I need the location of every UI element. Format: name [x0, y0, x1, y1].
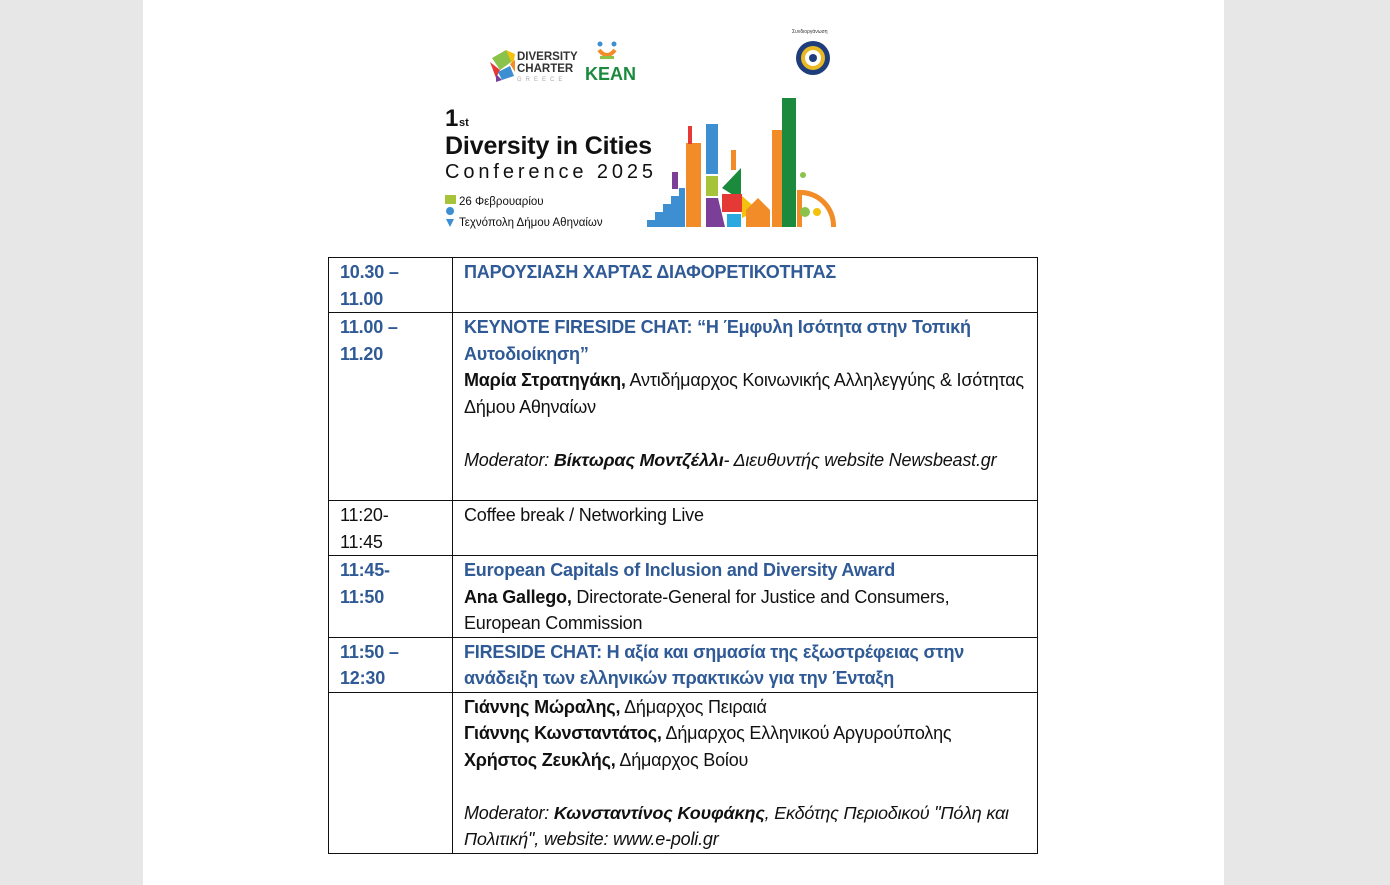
- table-row: [329, 556, 1038, 638]
- logo-text-line3: GREECE: [517, 77, 567, 83]
- table-row: [329, 692, 1038, 853]
- session-cell: [453, 313, 1038, 501]
- session-title: FIRESIDE CHAT: Η αξία και σημασία της εξωστρέφειας στην ανάδειξη των ελληνικών πρακτικών για την Ένταξη: [464, 641, 965, 688]
- cosponsor-seal: [792, 28, 830, 75]
- speaker-name: Μαρία Στρατηγάκη,: [464, 370, 626, 390]
- speaker-name: Ana Gallego,: [464, 586, 572, 607]
- speaker: [464, 694, 1029, 721]
- time-start: 11:45-: [340, 560, 390, 580]
- moderator-label: Moderator:: [464, 802, 554, 823]
- speaker-role: Δήμαρχος Ελληνικού Αργυρούπολης: [661, 723, 952, 743]
- kean-text: KEAN: [585, 64, 637, 84]
- table-row: [329, 501, 1038, 556]
- session-title: KEYNOTE FIRESIDE CHAT: “Η Έμφυλη Ισότητα στην Τοπική Αυτοδιοίκηση”: [464, 317, 971, 364]
- speaker-role: Αντιδήμαρχος Κοινωνικής Αλληλεγγύης & Ισότητας Δήμου Αθηναίων: [464, 370, 1024, 417]
- moderator: [464, 800, 1029, 853]
- edition-suffix: st: [459, 117, 469, 129]
- time-end: 11:50: [340, 586, 385, 607]
- edition-number: 1: [445, 105, 459, 132]
- session-cell: [453, 501, 1038, 556]
- moderator-label: Moderator:: [464, 449, 554, 470]
- time-end: 11:45: [340, 531, 383, 552]
- diversity-charter-logo: [490, 50, 578, 83]
- calendar-icon: [445, 195, 456, 204]
- session-cell: [453, 258, 1038, 313]
- session-title: European Capitals of Inclusion and Diversity Award: [464, 560, 896, 580]
- time-end: 12:30: [340, 668, 386, 688]
- time-cell: [329, 501, 453, 556]
- time-cell: [329, 313, 453, 501]
- moderator-role: , Εκδότης Περιοδικού "Πόλη και Πολιτική", website: www.e-poli.gr: [464, 802, 1009, 849]
- time-start: 11.00 –: [340, 317, 398, 337]
- speaker-name: Γιάννης Κωνσταντάτος,: [464, 723, 662, 743]
- time-end: 11.00: [340, 288, 384, 309]
- speaker-name: Χρήστος Ζευκλής,: [464, 749, 616, 770]
- conference-location: Τεχνόπολη Δήμου Αθηναίων: [459, 217, 603, 229]
- speaker: [464, 367, 1029, 420]
- logo-text-line1: DIVERSITY: [517, 51, 578, 63]
- moderator-name: Βίκτωρας Μοντζέλλι: [553, 449, 724, 470]
- time-cell: [329, 692, 453, 853]
- conference-banner: [0, 0, 1390, 240]
- moderator-role: - Διευθυντής website Newsbeast.gr: [723, 449, 997, 470]
- logo-text-line2: CHARTER: [517, 63, 574, 75]
- conference-title: Diversity in Cities: [445, 132, 652, 160]
- session-title: ΠΑΡΟΥΣΙΑΣΗ ΧΑΡΤΑΣ ΔΙΑΦΟΡΕΤΙΚΟΤΗΤΑΣ: [464, 262, 836, 282]
- time-end: 11.20: [340, 343, 384, 364]
- speaker-role: Directorate-General for Justice and Consumers, European Commission: [464, 586, 950, 633]
- session-cell: [453, 637, 1038, 692]
- time-cell: [329, 258, 453, 313]
- time-cell: [329, 637, 453, 692]
- moderator-name: Κωνσταντίνος Κουφάκης: [553, 802, 765, 823]
- time-start: 11:20-: [340, 505, 389, 525]
- kean-logo: [585, 42, 636, 85]
- session-cell: [453, 692, 1038, 853]
- speaker-role: Δήμαρχος Βοίου: [615, 749, 749, 770]
- schedule-table: [328, 257, 1038, 854]
- speaker-name: Γιάννης Μώραλης,: [464, 696, 621, 717]
- location-pin-icon: [446, 207, 454, 227]
- speaker: [464, 720, 1029, 747]
- session-title: Coffee break / Networking Live: [464, 505, 704, 525]
- session-cell: [453, 556, 1038, 638]
- speaker: [464, 747, 1029, 774]
- time-start: 11:50 –: [340, 641, 399, 662]
- speaker: [464, 584, 1029, 637]
- city-skyline-illustration: [647, 98, 836, 227]
- time-cell: [329, 556, 453, 638]
- table-row: [329, 637, 1038, 692]
- cosponsor-label: Συνδιοργάνωση: [792, 29, 828, 35]
- conference-date: 26 Φεβρουαρίου: [459, 196, 544, 208]
- conference-subtitle: Conference 2025: [445, 161, 655, 183]
- table-row: [329, 258, 1038, 313]
- moderator: [464, 447, 1029, 474]
- table-row: [329, 313, 1038, 501]
- speaker-role: Δήμαρχος Πειραιά: [620, 696, 767, 717]
- time-start: 10.30 –: [340, 262, 399, 282]
